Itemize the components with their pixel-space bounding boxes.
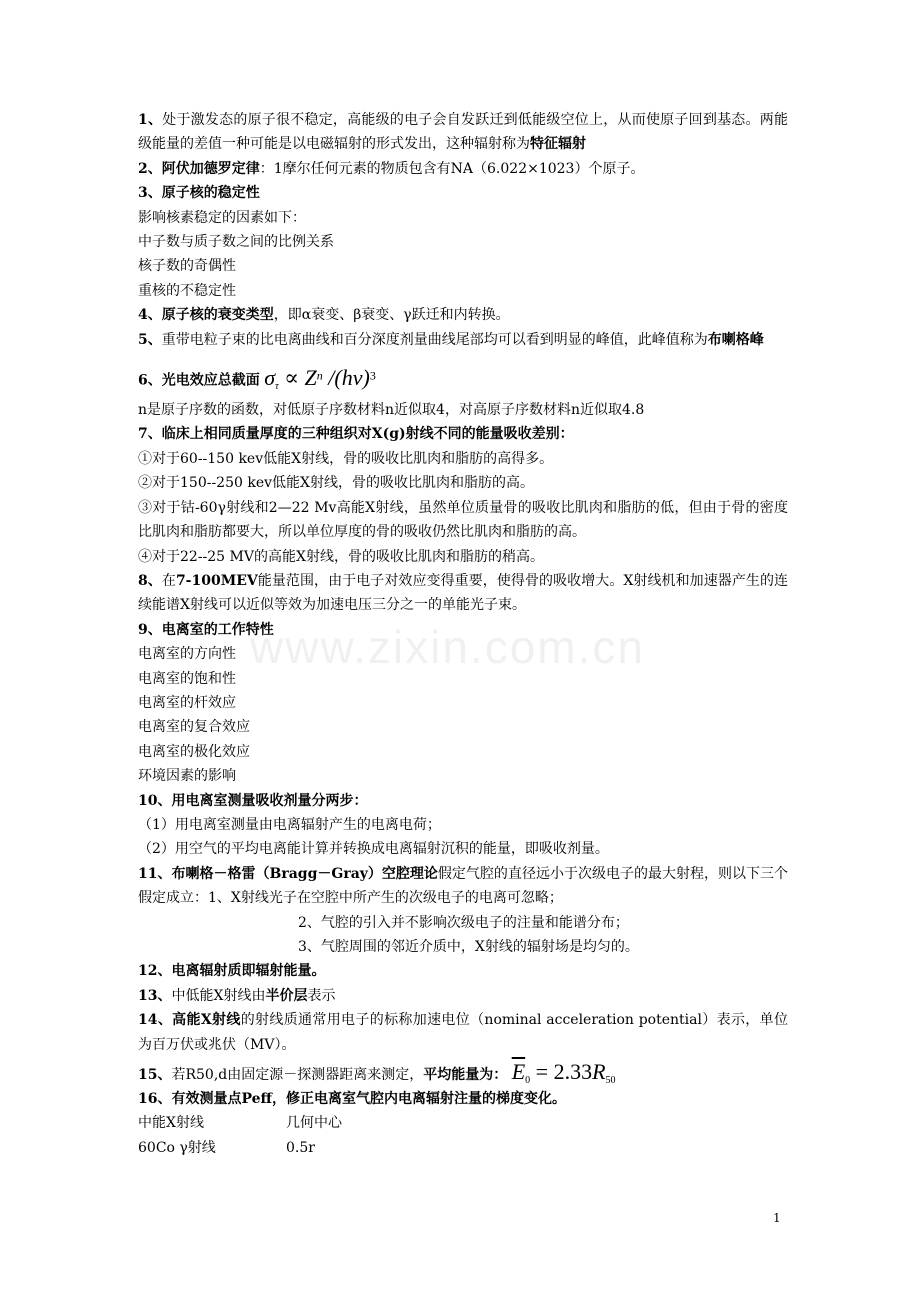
table-row <box>138 1111 788 1135</box>
formula-e: $\overline{E}$ <box>511 1059 526 1085</box>
formula-r: R <box>592 1059 606 1085</box>
formula-n: n <box>316 368 323 383</box>
item-7-heading <box>138 422 788 446</box>
item-11 <box>138 862 788 911</box>
page-number: 1 <box>773 1211 781 1225</box>
list-item: 3、气腔周围的邻近介质中，X射线的辐射场是均匀的。 <box>298 939 639 955</box>
list-item: 中子数与质子数之间的比例关系 <box>138 234 334 251</box>
list-item: 重核的不稳定性 <box>138 282 236 299</box>
photoelectric-formula <box>264 364 376 392</box>
list-item: 电离室的复合效应 <box>138 719 250 736</box>
energy-range: 7-100MEV <box>175 572 258 589</box>
list-item: 2、气腔的引入并不影响次级电子的注量和能谱分布； <box>298 914 629 931</box>
list-item: ②对于150--250 kev低能X射线，骨的吸收比肌肉和脂肪的高。 <box>138 475 534 492</box>
item-number: 2、 <box>138 160 162 177</box>
item-6 <box>138 352 788 398</box>
item-text: 假定气腔的直径远小于次级电子的最大射程，则以下三个假定成立：1、X射线光子在空腔中所产生的次级电子的电离可忽略； <box>138 865 788 907</box>
heading-text: 3、原子核的稳定性 <box>138 185 260 202</box>
item-15 <box>138 1057 788 1087</box>
item-label: 6、光电效应总截面 <box>138 372 260 389</box>
formula-tau: τ <box>275 380 279 392</box>
item-number: 5、 <box>138 331 162 348</box>
item-text: 能量范围，由于电子对效应变得重要，使得骨的吸收增大。X射线机和加速器产生的连续能谱X射线可以近似等效为加速电压三分之一的单能光子束。 <box>138 572 789 614</box>
item-number: 4、 <box>138 307 162 324</box>
list-item: 环境因素的影响 <box>138 768 236 785</box>
list-item: 电离室的杆效应 <box>138 694 236 711</box>
list-item: 核子数的奇偶性 <box>138 258 236 275</box>
item-text: 表示 <box>307 987 336 1004</box>
term-half-value-layer: 半价层 <box>265 987 308 1004</box>
item-number: 8、 <box>138 572 162 589</box>
list-item: 电离室的饱和性 <box>138 670 236 687</box>
item-2 <box>138 157 788 181</box>
term-decay-type: 原子核的衰变类型 <box>161 307 274 324</box>
item-16 <box>138 1087 788 1111</box>
item-14 <box>138 1008 788 1057</box>
item-9-heading <box>138 618 788 642</box>
heading-text: 12、电离辐射质即辐射能量。 <box>138 963 326 980</box>
formula-r-sub: 50 <box>605 1074 616 1086</box>
heading-text: 9、电离室的工作特性 <box>138 621 274 638</box>
table-cell: 中能X射线 <box>138 1115 204 1132</box>
list-item: ④对于22--25 MV的高能X射线，骨的吸收比肌肉和脂肪的稍高。 <box>138 548 544 565</box>
list-item: （1）用电离室测量由电离辐射产生的电离电荷； <box>138 816 441 833</box>
term-high-energy-x-ray: 14、高能X射线 <box>138 1012 241 1029</box>
item-1 <box>138 108 788 157</box>
formula-hv: /(hν) <box>322 364 370 390</box>
item-text: 中低能X射线由 <box>171 987 266 1004</box>
list-item: ①对于60--150 kev低能X射线，骨的吸收比肌肉和脂肪的高得多。 <box>138 450 554 467</box>
table-cell: 60Co γ射线 <box>138 1139 216 1156</box>
table-row <box>138 1136 788 1160</box>
mean-energy-formula <box>511 1059 616 1086</box>
term-mean-energy: 平均能量为： <box>423 1067 508 1084</box>
item-10-heading <box>138 789 788 813</box>
item-number: 13、 <box>138 987 172 1004</box>
formula-sigma: σ <box>264 364 276 390</box>
item-3-sub: 影响核素稳定的因素如下： <box>138 209 306 226</box>
item-4 <box>138 303 788 327</box>
table-cell: 0.5r <box>286 1139 315 1156</box>
item-3-heading <box>138 181 788 205</box>
item-text: 的射线质通常用电子的标称加速电位（nominal acceleration potential）表示，单位为百万伏或兆伏（MV）。 <box>138 1012 788 1053</box>
formula-e-sub: 0 <box>525 1074 531 1086</box>
item-text: 处于激发态的原子很不稳定，高能级的电子会自发跃迁到低能级空位上，从而使原子回到基态。两能级能量的差值一种可能是以电磁辐射的形式发出，这种辐射称为 <box>138 112 788 153</box>
item-12 <box>138 959 788 983</box>
formula-coefficient: = 2.33 <box>530 1059 593 1085</box>
term-bragg-peak: 布喇格峰 <box>707 331 764 348</box>
item-5 <box>138 328 788 352</box>
item-text: 在 <box>161 572 176 589</box>
item-number: 1、 <box>138 112 163 128</box>
document-body <box>138 108 788 1160</box>
list-item: （2）用空气的平均电离能计算并转换成电离辐射沉积的能量，即吸收剂量。 <box>138 841 609 858</box>
term-bragg-gray: 11、布喇格－格雷（Bragg－Gray）空腔理论 <box>138 865 438 882</box>
list-item: 电离室的极化效应 <box>138 743 250 760</box>
heading-text: 10、用电离室测量吸收剂量分两步： <box>138 792 368 809</box>
item-13 <box>138 984 788 1008</box>
heading-text: 7、临床上相同质量厚度的三种组织对X(g)射线不同的能量吸收差别： <box>138 426 574 443</box>
table-cell: 几何中心 <box>286 1115 342 1132</box>
list-item: ③对于钴-60γ射线和2—22 Mv高能X射线，虽然单位质量骨的吸收比肌肉和脂肪的低，但由于骨的密度比肌肉和脂肪都要大，所以单位厚度的骨的吸收仍然比肌肉和脂肪的高。 <box>138 499 788 541</box>
formula-proportional: ∝ <box>278 364 305 390</box>
list-item: 电离室的方向性 <box>138 646 236 663</box>
watermark: www.zixin.com.cn <box>250 621 645 673</box>
item-6-note: n是原子序数的函数，对低原子序数材料n近似取4，对高原子序数材料n近似取4.8 <box>138 402 645 419</box>
heading-text: 16、有效测量点Peff，修正电离室气腔内电离辐射注量的梯度变化。 <box>138 1091 567 1108</box>
item-number: 15、 <box>138 1067 172 1084</box>
term-characteristic-radiation: 特征辐射 <box>530 136 586 153</box>
term-avogadro-law: 阿伏加德罗定律 <box>161 160 260 177</box>
formula-z: Z <box>304 364 317 390</box>
item-text: ，即α衰变、β衰变、γ跃迁和内转换。 <box>273 307 510 324</box>
formula-exponent: 3 <box>369 368 376 383</box>
item-8 <box>138 569 788 618</box>
item-text: 若R50,d由固定源－探测器距离来测定， <box>171 1067 424 1084</box>
item-text: 重带电粒子束的比电离曲线和百分深度剂量曲线尾部均可以看到明显的峰值，此峰值称为 <box>161 331 708 348</box>
item-text: ：1摩尔任何元素的物质包含有NA（6.022×1023）个原子。 <box>259 160 645 177</box>
